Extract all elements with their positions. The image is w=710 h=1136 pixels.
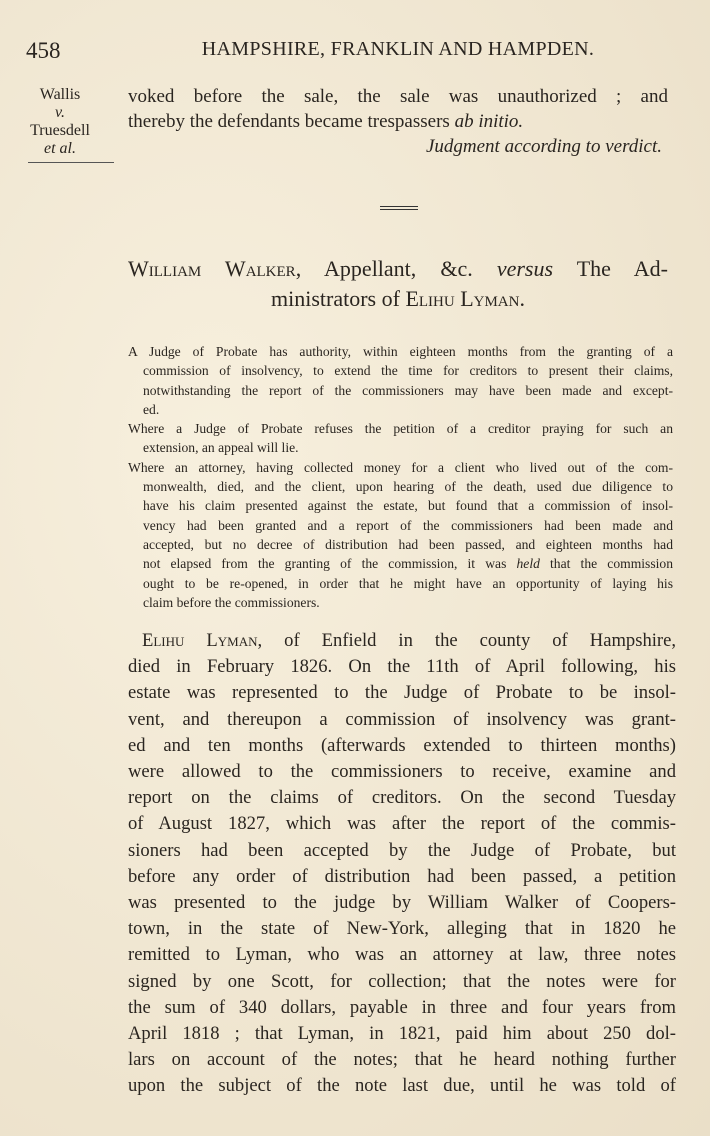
margin-rule bbox=[28, 162, 114, 163]
text-segment: Where an attorney, having collected money for a client who lived out of the com- bbox=[128, 459, 673, 475]
text-segment: thereby the defendants became trespassers bbox=[128, 111, 455, 132]
text-segment: the sum of 340 dollars, payable in three and four years from bbox=[128, 996, 676, 1018]
text-segment: not elapsed from the granting of the commission, it was bbox=[143, 556, 517, 572]
text-segment: was presented to the judge by William Walker of Coopers- bbox=[128, 892, 676, 914]
margin-party-2: Truesdell bbox=[30, 122, 90, 139]
body-line bbox=[128, 916, 676, 942]
headnote-line bbox=[128, 516, 673, 535]
body-line bbox=[128, 733, 676, 759]
body-line bbox=[128, 995, 676, 1021]
italic-segment: held bbox=[516, 556, 540, 572]
text-segment: extension, an appeal will lie. bbox=[143, 440, 299, 456]
text-segment: before any order of distribution had been passed, a petition bbox=[128, 865, 676, 887]
judgment-line: Judgment according to verdict. bbox=[425, 136, 662, 157]
body-line bbox=[128, 628, 676, 654]
body-line bbox=[128, 759, 676, 785]
body-line bbox=[128, 969, 676, 995]
text-segment: ministrators of bbox=[271, 286, 406, 311]
body-line bbox=[128, 1073, 676, 1099]
body-line bbox=[128, 1047, 676, 1073]
headnote-line bbox=[128, 438, 673, 457]
body-line bbox=[128, 707, 676, 733]
text-segment: signed by one Scott, for collection; that the notes were for bbox=[128, 970, 676, 992]
headnote-line bbox=[128, 458, 673, 477]
text-segment: have his claim presented against the estate, but found that a commission of insol- bbox=[143, 498, 673, 514]
text-segment: were allowed to the commissioners to receive, examine and bbox=[128, 761, 676, 783]
text-segment: vent, and thereupon a commission of insolvency was grant- bbox=[128, 708, 676, 730]
text-segment: A Judge of Probate has authority, within eighteen months from the granting of a bbox=[128, 344, 673, 359]
italic-segment: versus bbox=[496, 256, 554, 281]
text-segment: upon the subject of the note last due, until he was told of bbox=[128, 1075, 676, 1097]
text-segment: ed and ten months (afterwards extended to thirteen months) bbox=[128, 734, 676, 756]
margin-versus: v. bbox=[55, 104, 65, 121]
margin-party-1: Wallis bbox=[39, 86, 81, 103]
section-divider bbox=[380, 206, 418, 210]
body-line bbox=[128, 1021, 676, 1047]
headnote-line bbox=[128, 477, 673, 496]
headnote-line bbox=[128, 342, 673, 361]
text-segment: died in February 1826. On the 11th of April following, his bbox=[128, 656, 676, 678]
headnote-line bbox=[128, 400, 673, 419]
body-line bbox=[128, 864, 676, 890]
small-caps-segment: William Walker bbox=[128, 256, 296, 281]
text-segment: of August 1827, which was after the report of the commis- bbox=[128, 813, 676, 835]
text-segment: commission of insolvency, to extend the time for creditors to present their claims, bbox=[143, 363, 673, 379]
title-line bbox=[128, 254, 668, 284]
text-segment: estate was represented to the Judge of Probate to be insol- bbox=[128, 682, 676, 704]
text-segment: vency had been granted and a report of the commissioners had been made and bbox=[143, 517, 673, 533]
headnote-line bbox=[128, 535, 673, 554]
headnote-line bbox=[128, 361, 673, 380]
body-line bbox=[128, 654, 676, 680]
text-segment: Where a Judge of Probate refuses the petition of a creditor praying for such an bbox=[128, 421, 673, 437]
page-number: 458 bbox=[26, 38, 61, 63]
text-segment: , Appellant, &c. bbox=[295, 256, 497, 281]
text-segment: voked before the sale, the sale was unauthorized ; and bbox=[128, 86, 668, 107]
text-segment: town, in the state of New-York, alleging that in 1820 he bbox=[128, 918, 676, 940]
body-line bbox=[128, 890, 676, 916]
running-head: HAMPSHIRE, FRANKLIN AND HAMPDEN. bbox=[201, 38, 595, 60]
text-segment: ought to be re-opened, in order that he might have an opportunity of laying his bbox=[143, 575, 673, 591]
body-line bbox=[128, 811, 676, 837]
text-segment: that the commission bbox=[539, 556, 673, 572]
small-caps-segment: Elihu Lyman bbox=[142, 630, 258, 651]
case-title bbox=[128, 254, 668, 314]
case-body-text bbox=[128, 628, 676, 1100]
headnote-line bbox=[128, 574, 673, 593]
body-line bbox=[128, 838, 676, 864]
text-segment: The Ad- bbox=[553, 256, 668, 281]
text-segment: report on the claims of creditors. On the second Tuesday bbox=[128, 787, 676, 809]
text-line bbox=[128, 109, 668, 134]
headnote-line bbox=[128, 554, 673, 573]
small-caps-segment: Elihu Lyman bbox=[405, 286, 520, 311]
text-segment: ed. bbox=[143, 401, 160, 417]
text-segment: April 1818 ; that Lyman, in 1821, paid him about 250 dol- bbox=[128, 1023, 676, 1045]
text-segment: , of Enfield in the county of Hampshire, bbox=[257, 630, 676, 651]
title-line bbox=[128, 284, 668, 314]
text-segment: sioners had been accepted by the Judge of Probate, but bbox=[128, 839, 676, 861]
headnote-line bbox=[128, 381, 673, 400]
text-segment: monwealth, died, and the client, upon hearing of the death, used due diligence to bbox=[143, 479, 673, 495]
margin-et-al: et al. bbox=[44, 140, 76, 157]
italic-segment: ab initio. bbox=[454, 111, 524, 132]
text-line bbox=[128, 84, 668, 109]
text-segment: accepted, but no decree of distribution had been passed, and eighteen months had bbox=[143, 536, 673, 552]
headnote-summary bbox=[128, 342, 673, 612]
text-segment: claim before the commissioners. bbox=[143, 594, 320, 610]
text-segment: notwithstanding the report of the commissioners may have been made and except- bbox=[143, 382, 673, 398]
margin-case-note bbox=[24, 86, 96, 158]
body-line bbox=[128, 680, 676, 706]
text-segment: remitted to Lyman, who was an attorney at law, three notes bbox=[128, 944, 676, 966]
text-segment: lars on account of the notes; that he heard nothing further bbox=[128, 1049, 676, 1071]
headnote-line bbox=[128, 496, 673, 515]
body-line bbox=[128, 942, 676, 968]
text-segment: . bbox=[519, 286, 525, 311]
body-line bbox=[128, 785, 676, 811]
headnote-line bbox=[128, 419, 673, 438]
headnote-line bbox=[128, 593, 673, 612]
previous-case-conclusion bbox=[128, 84, 668, 159]
